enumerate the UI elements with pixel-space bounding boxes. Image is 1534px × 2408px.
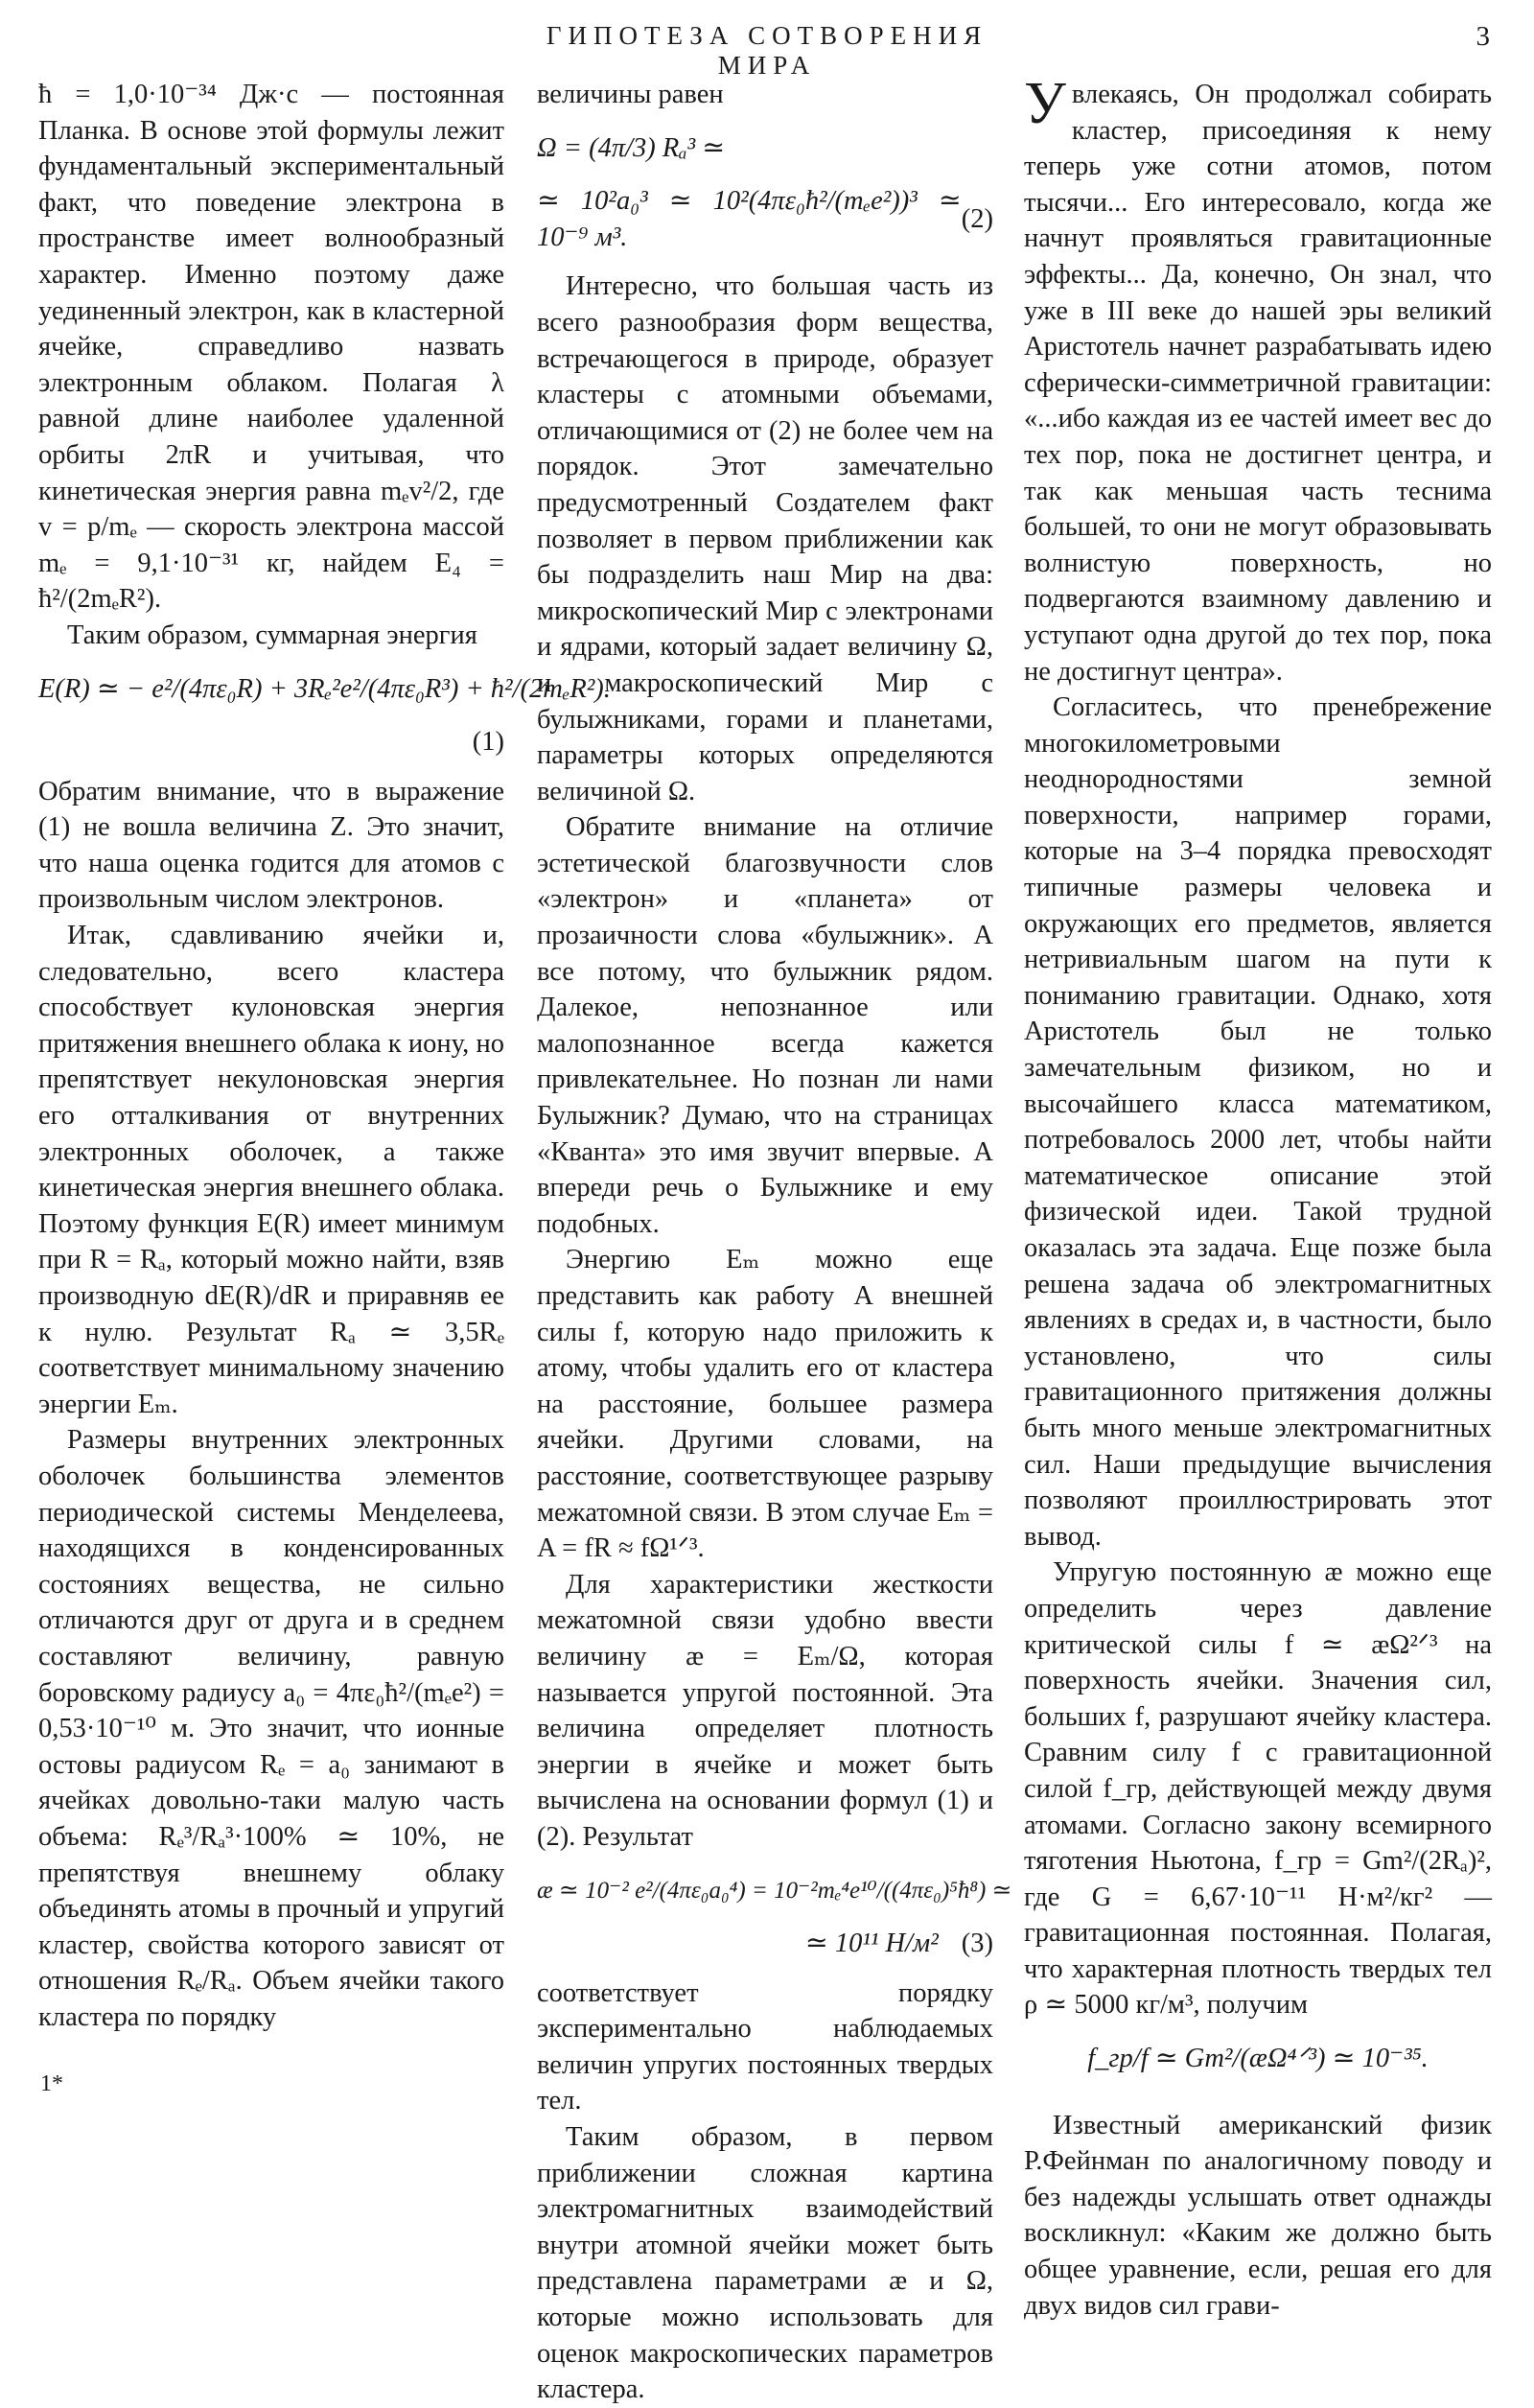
equation-number: (2): [961, 203, 993, 234]
paragraph: соответствует порядку экспериментально наблюдаемых величин упругих постоянных твердых тел.: [537, 1977, 993, 2116]
column-1: [38, 77, 611, 2035]
formula-2-line-2-row: [537, 183, 993, 255]
formula-3-line-2-row: [537, 1926, 993, 1962]
paragraph: Упругую постоянную æ можно еще определить через давление критической силы f ≃ æΩ²ᐟ³ на поверхность ячейки. Значения сил, больших f, разрушают ячейку кластера. Сравним силу f с гравитационной силой f_гр, действующей между двумя атомами. Согласно закону всемирного тяготения Ньютона, f_гр = Gm²/(2Rₐ)², где G = 6,67·10⁻¹¹ Н·м²/кг² — гравитационная постоянная. Полагая, что характерная плотность твердых тел ρ ≃ 5000 кг/м³, получим: [1024, 1557, 1492, 2021]
paragraph: Для характеристики жесткости межатомной связи удобно ввести величину æ = Eₘ/Ω, которая называется упругой постоянной. Эта величина определяет плотность энергии в ячейке и может быть вычислена на основании формул (1) и (2). Результат: [537, 1569, 993, 1852]
signature-mark: 1*: [40, 2071, 63, 2096]
paragraph: Известный американский физик Р.Фейнман по аналогичному поводу и без надежды услышать ответ однажды воскликнул: «Каким же должно быть общее уравнение, если, решая его для двух видов сил грави-: [1024, 2110, 1492, 2321]
paragraph: Итак, сдавливанию ячейки и, следовательно, всего кластера способствует кулоновская энергия притяжения внешнего облака к иону, но препятствует некулоновская энергия его отталкивания от внутренних электронных оболочек, а также кинетическая энергия внешнего облака. Поэтому функция E(R) имеет минимум при R = Rₐ, который можно найти, взяв производную dE(R)/dR и приравняв ее к нулю. Результат Rₐ ≃ 3,5Rₑ соответствует минимальному значению энергии Eₘ.: [38, 921, 504, 1419]
paragraph-text: влекаясь, Он продолжал собирать кластер, присоединяя к нему теперь уже сотни атомов, потом тысячи... Его интересовало, когда же начнут проявляться гравитационные эффекты... Да, конечно, Он знал, что уже в III веке до нашей эры великий Аристотель начнет разрабатывать идею сферически-симметричной гравитации: «...ибо каждая из ее частей имеет вес до тех пор, пока не достигнет центра, и так как меньшая часть теснима большей, то они не могут образовывать волнистую поверхность, но подвергаются взаимному давлению и уступают одна другой до тех пор, пока не достигнут центра».: [1024, 80, 1492, 687]
drop-cap: У: [1024, 71, 1066, 136]
paragraph: Размеры внутренних электронных оболочек большинства элементов периодической системы Менделеева, находящихся в конденсированных состояниях вещества, не сильно отличаются друг от друга и в среднем составляют величину, равную боровскому радиусу a₀ = 4πε₀ħ²/(mₑe²) = 0,53·10⁻¹⁰ м. Это значит, что ионные остовы радиусом Rₑ = a₀ занимают в ячейках довольно-таки малую часть объема: Rₑ³/Rₐ³·100% ≃ 10%, не препятствуя внешнему облаку объединять атомы в прочный и упругий кластер, свойства которого зависят от отношения Rₑ/Rₐ. Объем ячейки такого кластера по порядку: [38, 1425, 504, 2032]
equation-number: (3): [961, 1929, 993, 1959]
column-2: [537, 77, 1012, 2408]
paragraph: ħ = 1,0·10⁻³⁴ Дж·с — постоянная Планка. В основе этой формулы лежит фундаментальный экспериментальный факт, что поведение электрона в пространстве имеет волнообразный характер. Именно поэтому даже уединенный электрон, как в кластерной ячейке, справедливо назвать электронным облаком. Полагая λ равной длине наиболее удаленной орбиты 2πR и учитывая, что кинетическая энергия равна mₑv²/2, где v = p/mₑ — скорость электрона массой mₑ = 9,1·10⁻³¹ кг, найдем E₄ = ħ²/(2mₑR²).: [38, 80, 504, 615]
paragraph: Обратите внимание на отличие эстетической благозвучности слов «электрон» и «планета» от прозаичности слова «булыжник». А все потому, что булыжник рядом. Далекое, непознанное или малопознанное всегда кажется привлекательнее. Но познан ли нами Булыжник? Думаю, что на страницах «Кванта» это имя звучит впервые. А впереди речь о Булыжнике и ему подобных.: [537, 812, 993, 1239]
formula-3-line-1: æ ≃ 10⁻² e²/(4πε₀a₀⁴) = 10⁻²mₑ⁴e¹⁰/((4πε₀)⁵ħ⁸) ≃: [537, 1877, 1012, 1904]
paragraph: Таким образом, в первом приближении сложная картина электромагнитных взаимодействий внутри атомной ячейки может быть представлена параметрами æ и Ω, которые можно использовать для оценок макроскопических параметров кластера.: [537, 2122, 993, 2405]
formula-3-line-2: ≃ 10¹¹ Н/м²: [804, 1929, 939, 1959]
paragraph: Таким образом, суммарная энергия: [67, 620, 477, 650]
formula-4: f_гр/f ≃ Gm²/(æΩ⁴ᐟ³) ≃ 10⁻³⁵.: [1087, 2044, 1429, 2074]
paragraph: Энергию Eₘ можно еще представить как работу A внешней силы f, которую надо приложить к атому, чтобы удалить его от кластера на расстояние, большее размера ячейки. Другими словами, на расстояние, соответствующее разрыву межатомной связи. В этом случае Eₘ = A = fR ≈ fΩ¹ᐟ³.: [537, 1245, 993, 1564]
paragraph: величины равен: [537, 80, 724, 109]
equation-number: (1): [472, 727, 504, 758]
paragraph: Согласитесь, что пренебрежение многокилометровыми неоднородностями земной поверхности, например горами, которые на 3–4 порядка превосходят типичные размеры человека и окружающих его предметов, является нетривиальным шагом на пути к пониманию гравитации. Однако, хотя Аристотель был не только замечательным физиком, но и высочайшего класса математиком, потребовалось 2000 лет, чтобы найти математическое описание этой физической идеи. Такой трудной оказалась эта задача. Еще позже была решена задача об электромагнитных явлениях в средах и, в частности, было установлено, что силы гравитационного притяжения должны быть много меньше электромагнитных сил. Наши предыдущие вычисления позволяют проиллюстрировать этот вывод.: [1024, 692, 1492, 1552]
column-3: [1024, 71, 1492, 2324]
paragraph-lead: [1024, 71, 1492, 690]
formula-2-line-2: ≃ 10²a₀³ ≃ 10²(4πε₀ħ²/(mₑe²))³ ≃ 10⁻⁹ м³.: [537, 186, 962, 252]
formula-1: E(R) ≃ − e²/(4πε₀R) + 3Rₑ²e²/(4πε₀R³) + ħ²/(2mₑR²).: [38, 673, 611, 704]
running-header: ГИПОТЕЗА СОТВОРЕНИЯ МИРА: [546, 21, 988, 80]
paragraph: Интересно, что большая часть из всего разнообразия форм вещества, встречающегося в природе, образует кластеры с атомными объемами, отличающимися от (2) не более чем на порядок. Этот замечательно предусмотренный Создателем факт позволяет в первом приближении как бы подразделить наш Мир на два: микроскопический Мир с электронами и ядрами, который задает величину Ω, и макроскопический Мир с булыжниками, горами и планетами, параметры которых определяются величиной Ω.: [537, 271, 993, 807]
formula-2-line-1: Ω = (4π/3) Rₐ³ ≃: [537, 132, 726, 163]
paragraph: Обратим внимание, что в выражение (1) не вошла величина Z. Это значит, что наша оценка годится для атомов с произвольным числом электронов.: [38, 776, 504, 915]
page-number: 3: [1476, 21, 1490, 52]
